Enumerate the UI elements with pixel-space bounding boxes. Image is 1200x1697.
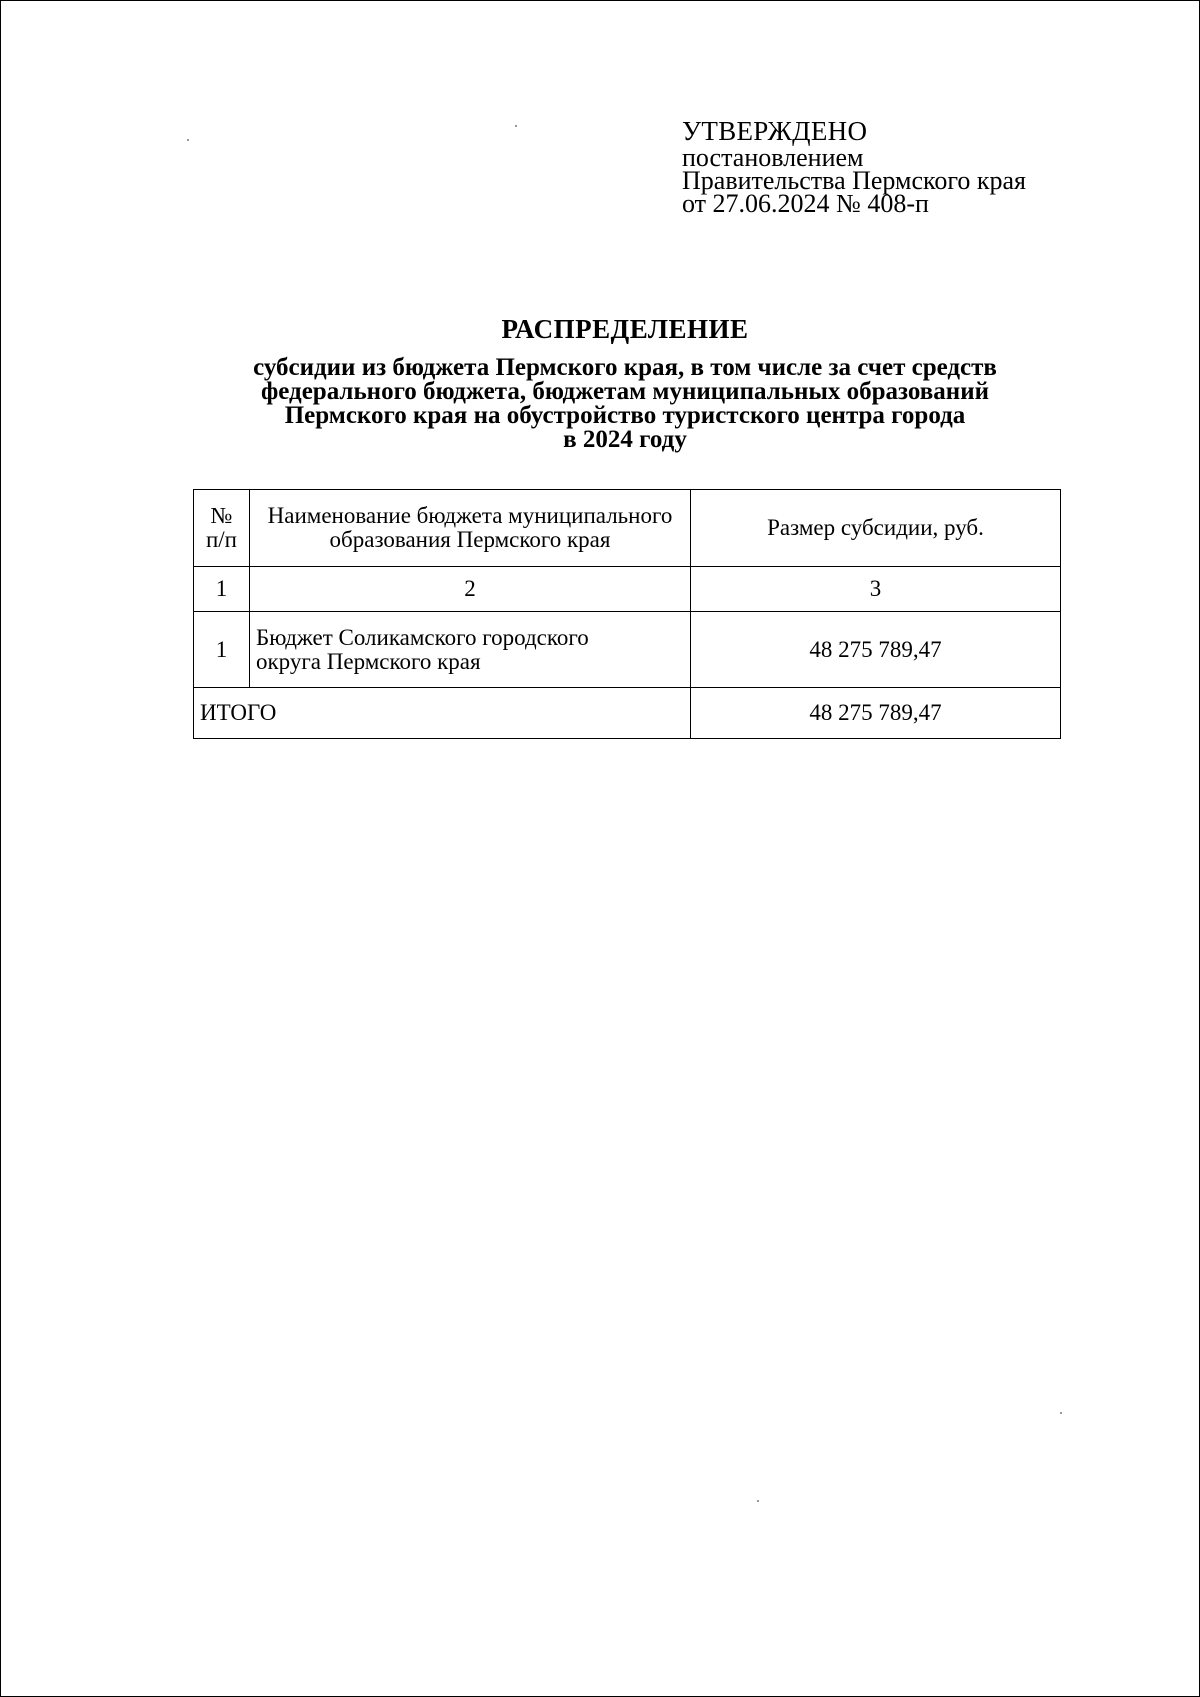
column-number: 2 <box>250 567 691 612</box>
row-name-line: Бюджет Соликамского городского <box>256 624 589 650</box>
header-name-line: Наименование бюджета муниципального <box>267 503 673 528</box>
header-name-line: образования Пермского края <box>329 527 611 552</box>
total-amount: 48 275 789,47 <box>691 688 1061 739</box>
subtitle-line: субсидии из бюджета Пермского края, в том числе за счет средств <box>253 354 997 381</box>
subtitle-line: в 2024 году <box>563 426 687 453</box>
row-amount: 48 275 789,47 <box>691 612 1061 688</box>
scan-speck <box>187 139 189 141</box>
header-amount: Размер субсидии, руб. <box>691 490 1061 567</box>
document-title: РАСПРЕДЕЛЕНИЕ <box>501 314 749 344</box>
row-name <box>250 612 691 688</box>
document-subtitle <box>180 356 1070 452</box>
row-name-line: округа Пермского края <box>256 648 481 674</box>
approval-line: Правительства Пермского края <box>682 166 1026 195</box>
total-label: ИТОГО <box>194 688 691 739</box>
scan-speck <box>515 125 517 127</box>
total-row <box>194 688 1061 739</box>
column-number: 1 <box>194 567 250 612</box>
approval-heading: УТВЕРЖДЕНО <box>682 116 868 146</box>
table-header-row <box>194 490 1061 567</box>
header-name <box>250 490 691 567</box>
approval-date-line: от 27.06.2024 № 408-п <box>682 189 929 218</box>
header-number-abbr: п/п <box>205 527 237 552</box>
header-number <box>194 490 250 567</box>
column-number: 3 <box>691 567 1061 612</box>
approval-stamp <box>682 116 1026 218</box>
distribution-table <box>193 489 1061 739</box>
row-number: 1 <box>194 612 250 688</box>
approval-line: постановлением <box>682 143 864 172</box>
column-numbers-row <box>194 567 1061 612</box>
scan-speck <box>1060 1412 1062 1414</box>
scan-speck <box>757 1500 759 1502</box>
subtitle-line: Пермского края на обустройство туристского центра города <box>284 402 966 429</box>
header-number-sign: № <box>210 503 233 528</box>
table-row <box>194 612 1061 688</box>
subtitle-line: федерального бюджета, бюджетам муниципальных образований <box>260 378 990 405</box>
